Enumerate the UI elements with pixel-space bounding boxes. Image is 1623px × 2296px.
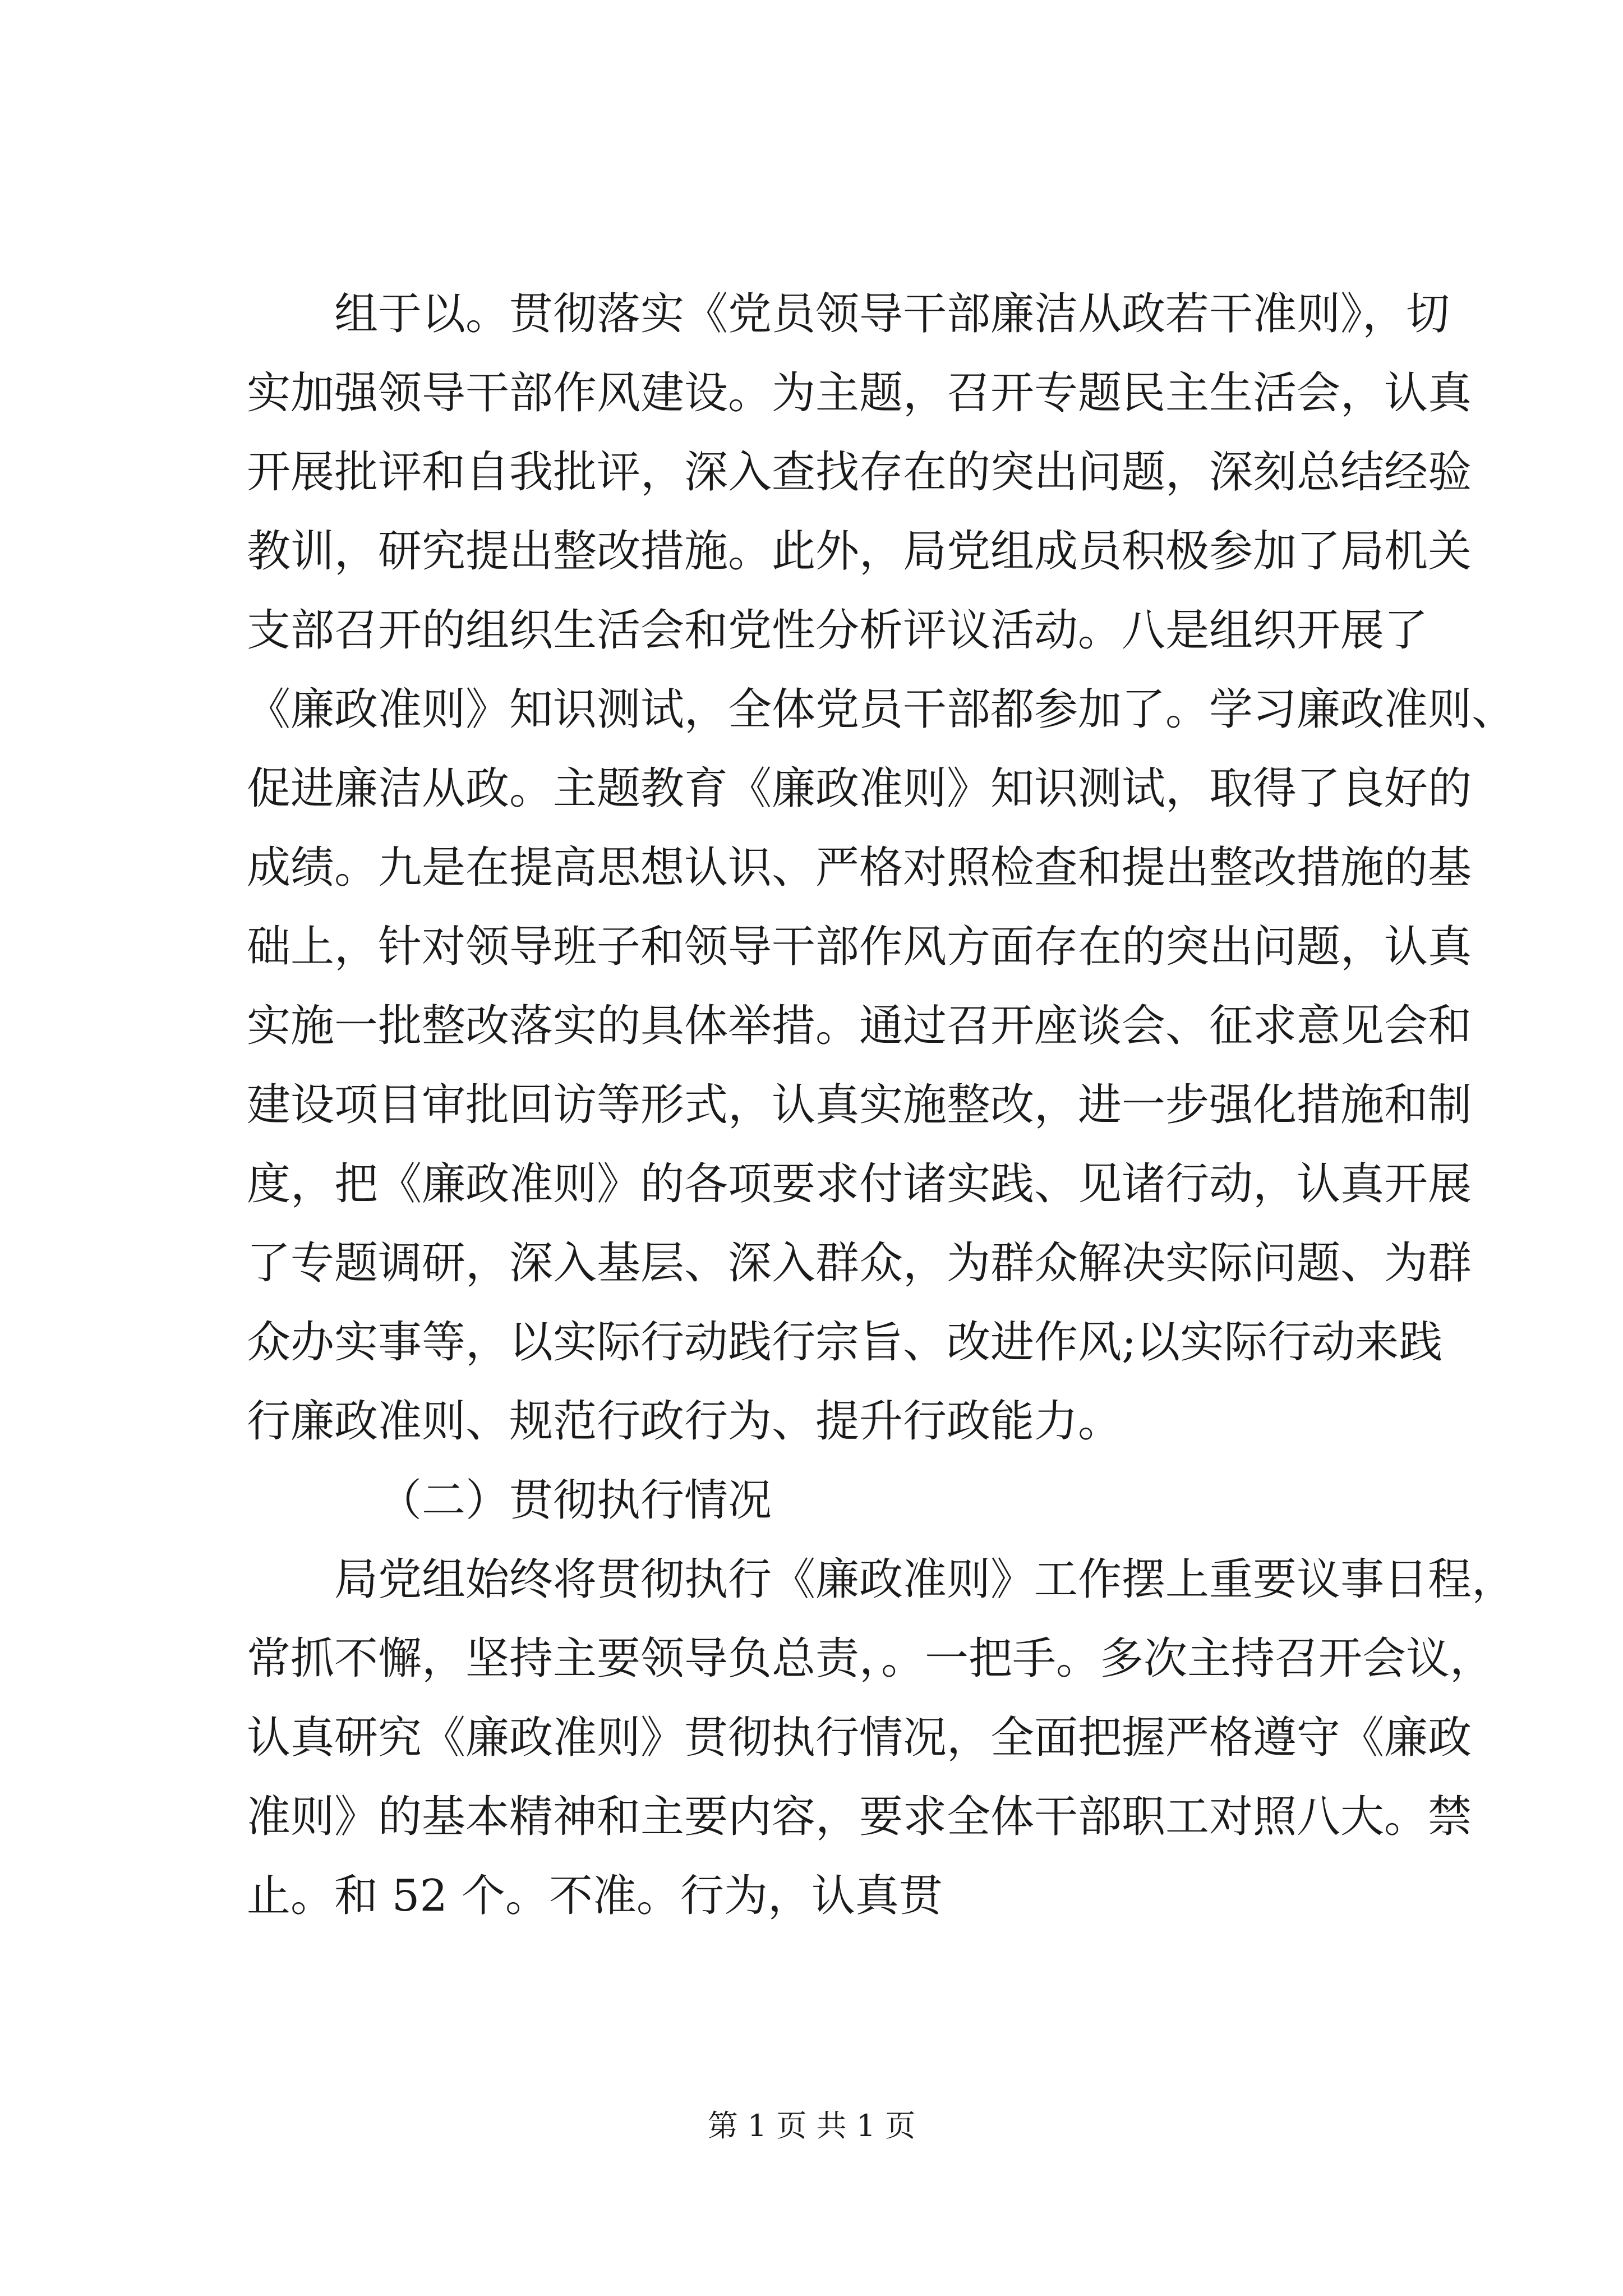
text-line: 局党组始终将贯彻执行《廉政准则》工作摆上重要议事日程，	[334, 1554, 1516, 1605]
text-line: 组于以。贯彻落实《党员领导干部廉洁从政若干准则》，切	[334, 289, 1450, 339]
text-line: 础上，针对领导班子和领导干部作风方面存在的突出问题，认真	[247, 922, 1472, 972]
text-line: 实加强领导干部作风建设。为主题，召开专题民主生活会，认真	[247, 368, 1472, 418]
text-line: 开展批评和自我批评，深入查找存在的突出问题，深刻总结经验	[247, 447, 1472, 498]
text-line: 成绩。九是在提高思想认识、严格对照检查和提出整改措施的基	[247, 843, 1472, 893]
text-line: 实施一批整改落实的具体举措。通过召开座谈会、征求意见会和	[247, 1001, 1472, 1051]
section-heading: （二）贯彻执行情况	[378, 1475, 772, 1526]
text-line: 常抓不懈，坚持主要领导负总责，。一把手。多次主持召开会议，	[247, 1634, 1494, 1684]
text-line: 众办实事等，以实际行动践行宗旨、改进作风;以实际行动来践	[247, 1317, 1443, 1368]
body-text	[247, 275, 1516, 1936]
text-line: 建设项目审批回访等形式，认真实施整改，进一步强化措施和制	[247, 1080, 1472, 1130]
text-line: 准则》的基本精神和主要内容，要求全体干部职工对照八大。禁	[247, 1792, 1472, 1842]
text-line: 促进廉洁从政。主题教育《廉政准则》知识测试，取得了良好的	[247, 763, 1472, 814]
page-number-label: 第 1 页 共 1 页	[707, 2108, 916, 2143]
text-line: 了专题调研，深入基层、深入群众，为群众解决实际问题、为群	[247, 1238, 1472, 1289]
text-line: 行廉政准则、规范行政行为、提升行政能力。	[247, 1396, 1122, 1447]
text-line: 《廉政准则》知识测试，全体党员干部都参加了。学习廉政准则、	[247, 684, 1516, 735]
text-line: 止。和 52 个。不准。行为，认真贯	[247, 1871, 943, 1921]
text-line: 认真研究《廉政准则》贯彻执行情况，全面把握严格遵守《廉政	[247, 1713, 1472, 1763]
text-line: 教训，研究提出整改措施。此外，局党组成员积极参加了局机关	[247, 526, 1472, 577]
page-footer	[0, 2106, 1623, 2146]
text-line: 度，把《廉政准则》的各项要求付诸实践、见诸行动，认真开展	[247, 1159, 1472, 1209]
text-line: 支部召开的组织生活会和党性分析评议活动。八是组织开展了	[247, 605, 1428, 656]
